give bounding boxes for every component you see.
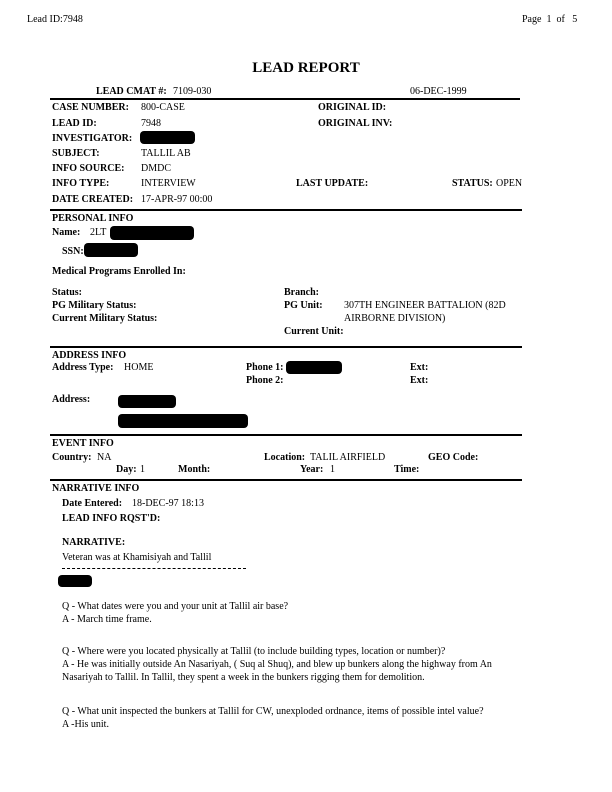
name-prefix: 2LT: [90, 227, 107, 238]
divider: [50, 346, 522, 348]
original-inv-label: ORIGINAL INV:: [318, 118, 393, 129]
narrative-label: NARRATIVE:: [62, 537, 126, 548]
date-entered-value: 18-DEC-97 18:13: [132, 498, 204, 509]
ssn-label: SSN:: [62, 246, 84, 257]
case-number-label: CASE NUMBER:: [52, 102, 129, 113]
branch-label: Branch:: [284, 287, 319, 298]
page-label: Page: [522, 14, 542, 25]
divider: [50, 434, 522, 436]
address-type-value: HOME: [124, 362, 154, 373]
pg-unit-value-line2: AIRBORNE DIVISION): [344, 313, 446, 324]
month-label: Month:: [178, 464, 211, 475]
country-value: NA: [97, 452, 112, 463]
day-value: 1: [140, 464, 145, 475]
divider: [50, 479, 522, 481]
location-label: Location:: [264, 452, 306, 463]
question-3: Q - What unit inspected the bunkers at Tallil for CW, unexploded ordnance, items of possible intel value?: [62, 706, 484, 717]
page-title: LEAD REPORT: [252, 60, 360, 76]
location-value: TALIL AIRFIELD: [310, 452, 386, 463]
redaction-box: [118, 395, 176, 408]
event-info-heading: EVENT INFO: [52, 438, 114, 449]
redaction-box: [118, 414, 248, 428]
report-date: 06-DEC-1999: [410, 86, 467, 97]
question-2: Q - Where were you located physically at Tallil (to include building types, location or number)?: [62, 646, 446, 657]
name-label: Name:: [52, 227, 81, 238]
pg-unit-label: PG Unit:: [284, 300, 323, 311]
answer-1: A - March time frame.: [62, 614, 152, 625]
dashed-separator: [62, 568, 246, 569]
info-type-value: INTERVIEW: [141, 178, 196, 189]
year-label: Year:: [300, 464, 324, 475]
page-of: of: [556, 14, 565, 25]
phone2-label: Phone 2:: [246, 375, 284, 386]
date-created-label: DATE CREATED:: [52, 194, 134, 205]
date-created-value: 17-APR-97 00:00: [141, 194, 213, 205]
address-label: Address:: [52, 394, 91, 405]
info-source-label: INFO SOURCE:: [52, 163, 125, 174]
redaction-box: [58, 575, 92, 587]
lead-id-value: 7948: [141, 118, 161, 129]
case-number: 800-CASE: [141, 102, 185, 113]
divider: [50, 209, 522, 211]
pg-military-status-label: PG Military Status:: [52, 300, 137, 311]
info-type-label: INFO TYPE:: [52, 178, 110, 189]
status-field-label: Status:: [52, 287, 83, 298]
ext2-label: Ext:: [410, 375, 429, 386]
redaction-box: [286, 361, 342, 374]
answer-2-line2: Nasariyah to Tallil. In Tallil, they spent a week in the bunkers rigging them for demolition.: [62, 672, 425, 683]
lead-id-header: Lead ID:7948: [27, 14, 83, 25]
medical-programs-label: Medical Programs Enrolled In:: [52, 266, 186, 277]
page-total: 5: [572, 14, 578, 25]
lead-info-rqstd-label: LEAD INFO RQST'D:: [62, 513, 161, 524]
time-label: Time:: [394, 464, 420, 475]
answer-3: A -His unit.: [62, 719, 109, 730]
address-info-heading: ADDRESS INFO: [52, 350, 127, 361]
personal-info-heading: PERSONAL INFO: [52, 213, 134, 224]
lead-id-label: LEAD ID:: [52, 118, 97, 129]
investigator-label: INVESTIGATOR:: [52, 133, 133, 144]
current-military-status-label: Current Military Status:: [52, 313, 158, 324]
geo-code-label: GEO Code:: [428, 452, 479, 463]
pg-unit-value-line1: 307TH ENGINEER BATTALION (82D: [344, 300, 506, 311]
cmat-value: 7109-030: [173, 86, 212, 97]
cmat-label: LEAD CMAT #:: [96, 86, 167, 97]
ext1-label: Ext:: [410, 362, 429, 373]
divider: [50, 98, 520, 100]
info-source-value: DMDC: [141, 163, 172, 174]
status-value: OPEN: [496, 178, 523, 189]
redaction-box: [84, 243, 138, 257]
page-number: 1: [546, 14, 552, 25]
phone1-label: Phone 1:: [246, 362, 284, 373]
status-label: STATUS:: [452, 178, 493, 189]
date-entered-label: Date Entered:: [62, 498, 123, 509]
country-label: Country:: [52, 452, 92, 463]
subject-value: TALLIL AB: [141, 148, 191, 159]
address-type-label: Address Type:: [52, 362, 114, 373]
year-value: 1: [330, 464, 335, 475]
answer-2-line1: A - He was initially outside An Nasariyah, ( Suq al Shuq), and blew up bunkers along the highway from An: [62, 659, 492, 670]
current-unit-label: Current Unit:: [284, 326, 344, 337]
page-indicator: [522, 14, 577, 25]
last-update-label: LAST UPDATE:: [296, 178, 369, 189]
question-1: Q - What dates were you and your unit at Tallil air base?: [62, 601, 289, 612]
redaction-box: [140, 131, 195, 144]
redaction-box: [110, 226, 194, 240]
narrative-summary: Veteran was at Khamisiyah and Tallil: [62, 552, 212, 563]
original-id-label: ORIGINAL ID:: [318, 102, 387, 113]
subject-label: SUBJECT:: [52, 148, 100, 159]
narrative-info-heading: NARRATIVE INFO: [52, 483, 140, 494]
day-label: Day:: [116, 464, 137, 475]
